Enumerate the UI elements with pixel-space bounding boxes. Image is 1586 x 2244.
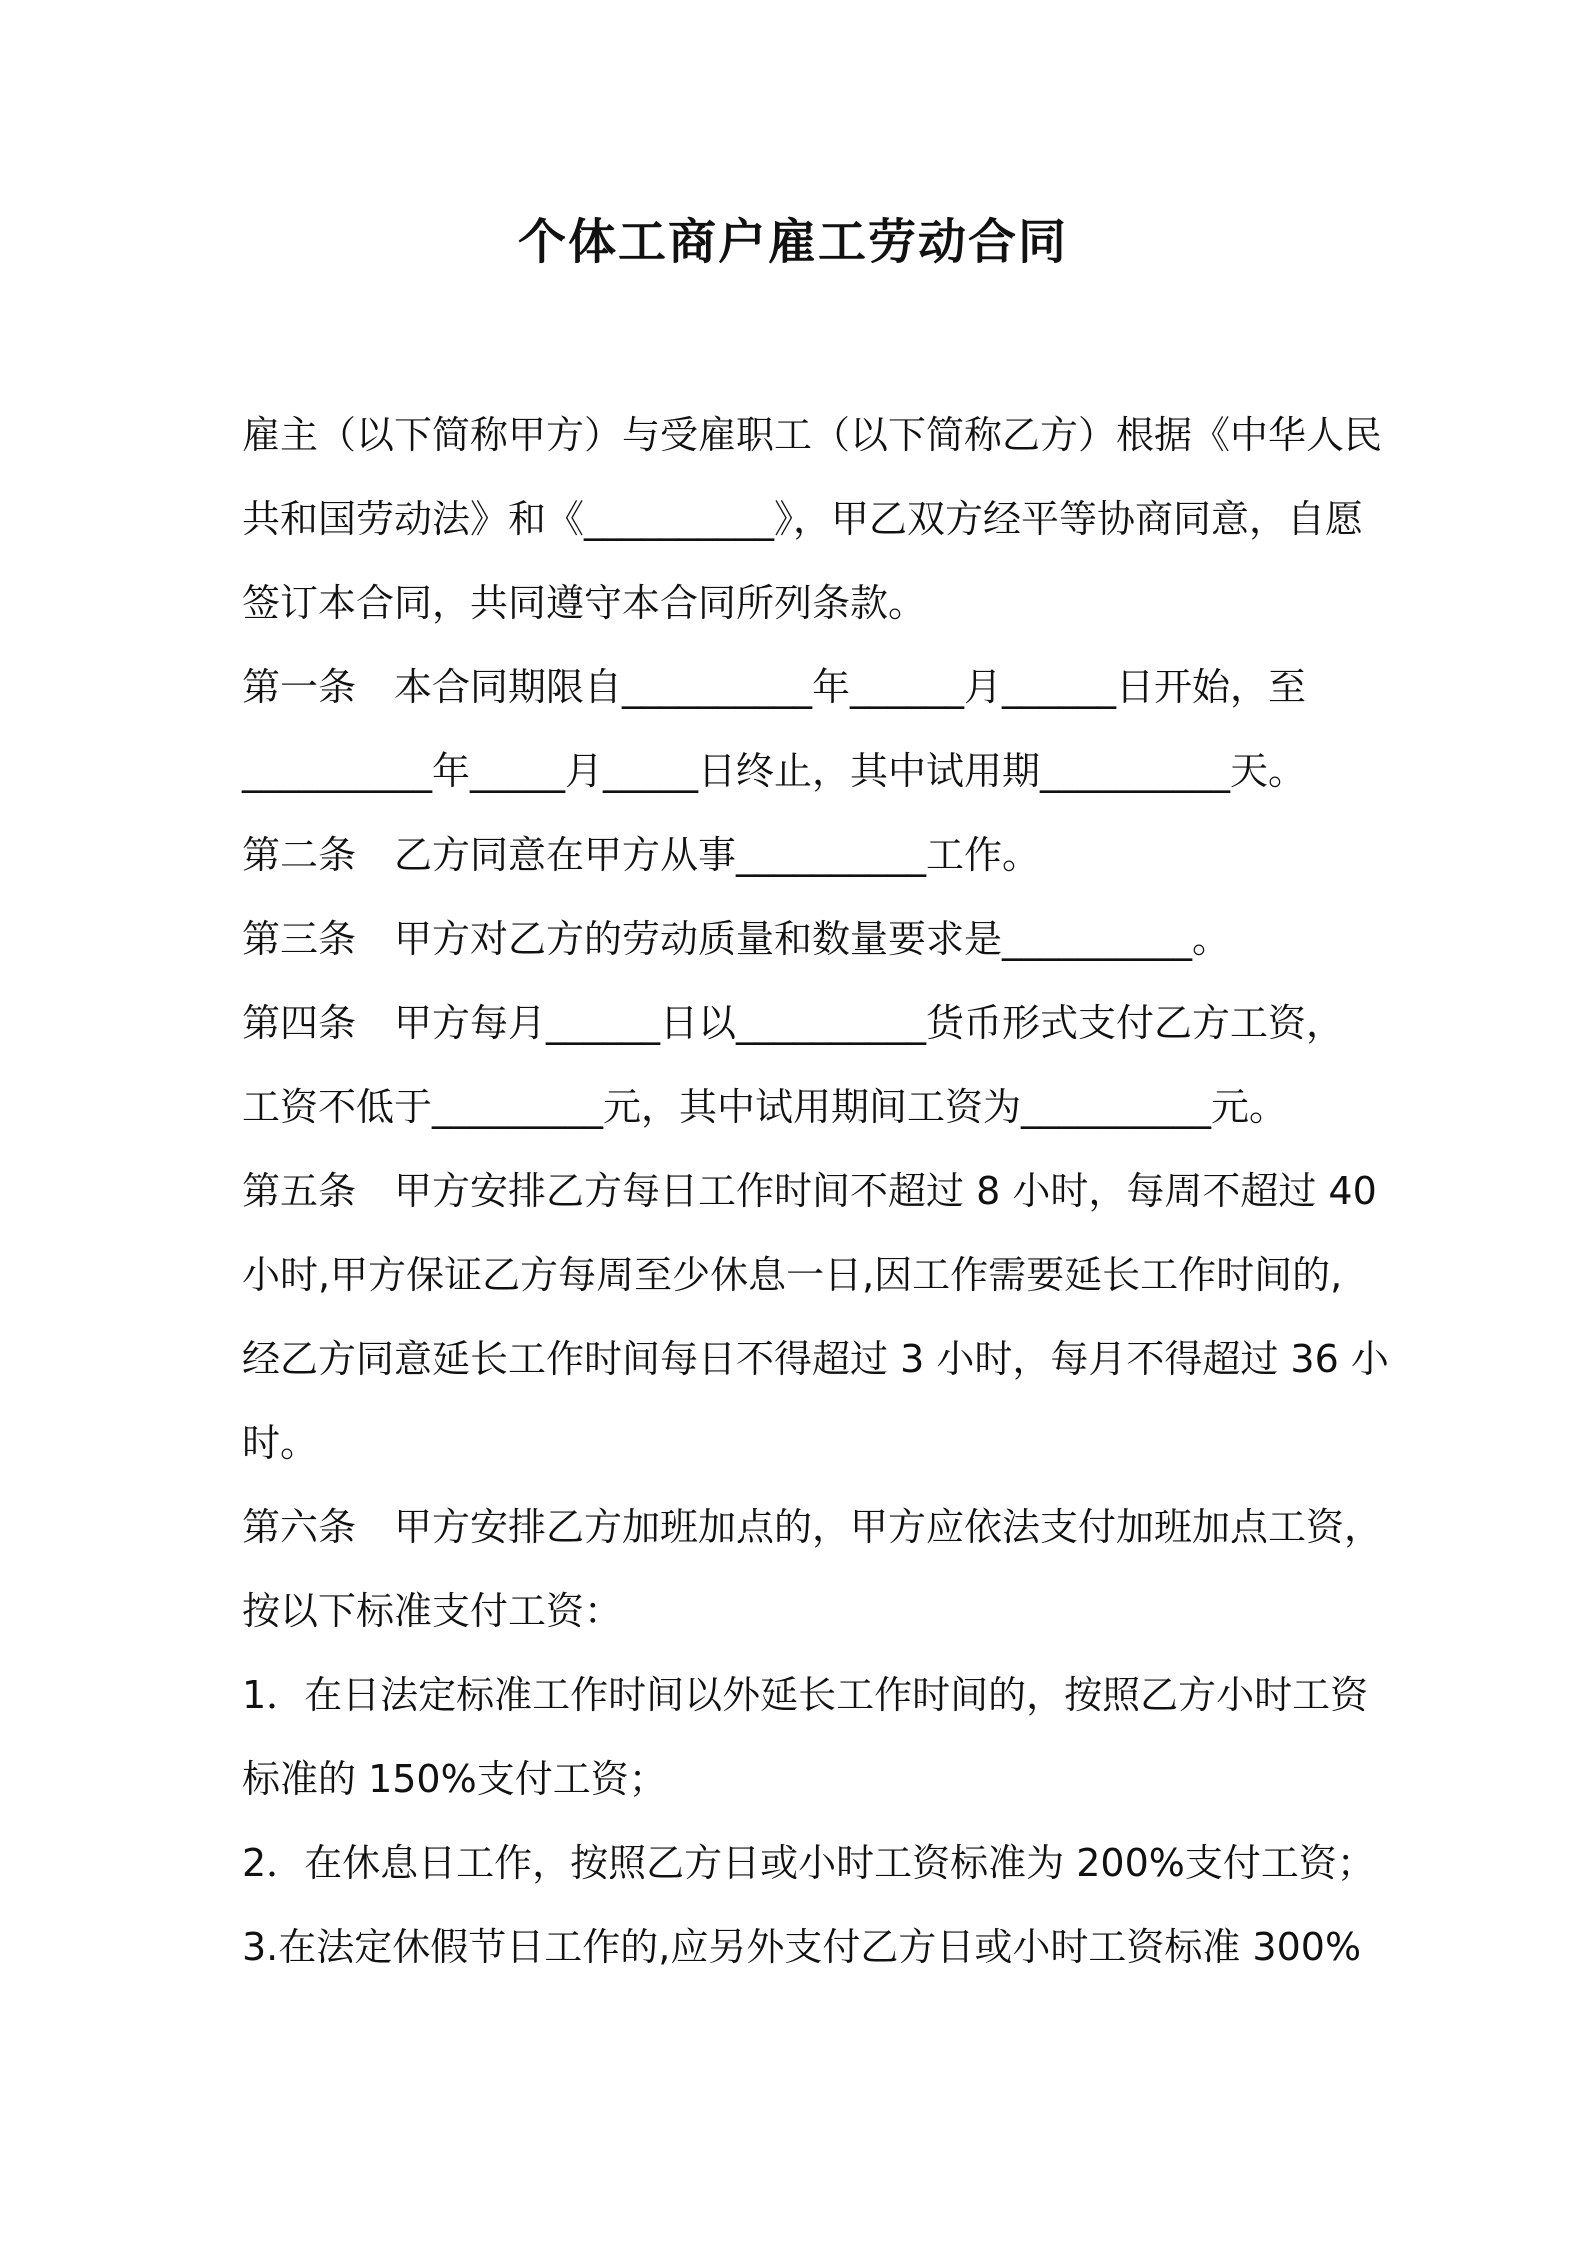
clause-6-line-2: 按以下标准支付工资： — [242, 1589, 623, 1633]
list-item-2: 2．在休息日工作，按照乙方日或小时工资标准为 200%支付工资； — [242, 1841, 1375, 1885]
clause-6-line-1: 第六条 甲方安排乙方加班加点的，甲方应依法支付加班加点工资， — [242, 1505, 1383, 1549]
document-title: 个体工商户雇工劳动合同 — [517, 214, 1068, 270]
clause-1-line-2: __________年_____月_____日终止，其中试用期__________天。 — [242, 749, 1307, 793]
clause-1-line-1: 第一条 本合同期限自__________年______月______日开始，至 — [242, 665, 1307, 709]
clause-5-line-2: 小时,甲方保证乙方每周至少休息一日,因工作需要延长工作时间的, — [242, 1253, 1343, 1297]
clause-4-line-1: 第四条 甲方每月______日以__________货币形式支付乙方工资， — [242, 1001, 1345, 1045]
list-item-1-line-2: 标准的 150%支付工资； — [242, 1757, 667, 1801]
body-line-3: 签订本合同，共同遵守本合同所列条款。 — [242, 581, 927, 625]
clause-2: 第二条 乙方同意在甲方从事__________工作。 — [242, 833, 1041, 877]
clause-5-line-3: 经乙方同意延长工作时间每日不得超过 3 小时，每月不得超过 36 小 — [242, 1337, 1389, 1381]
clause-5-line-4: 时。 — [242, 1421, 319, 1465]
clause-5-line-1: 第五条 甲方安排乙方每日工作时间不超过 8 小时，每周不超过 40 — [242, 1169, 1377, 1213]
body-line-1: 雇主（以下简称甲方）与受雇职工（以下简称乙方）根据《中华人民 — [242, 413, 1383, 457]
list-item-1-line-1: 1．在日法定标准工作时间以外延长工作时间的，按照乙方小时工资 — [242, 1673, 1369, 1717]
clause-3: 第三条 甲方对乙方的劳动质量和数量要求是__________。 — [242, 917, 1231, 961]
body-line-2: 共和国劳动法》和《__________》，甲乙双方经平等协商同意，自愿 — [242, 497, 1364, 541]
clause-4-line-2: 工资不低于_________元，其中试用期间工资为__________元。 — [242, 1085, 1288, 1129]
list-item-3: 3.在法定休假节日工作的,应另外支付乙方日或小时工资标准 300% — [242, 1925, 1362, 1969]
